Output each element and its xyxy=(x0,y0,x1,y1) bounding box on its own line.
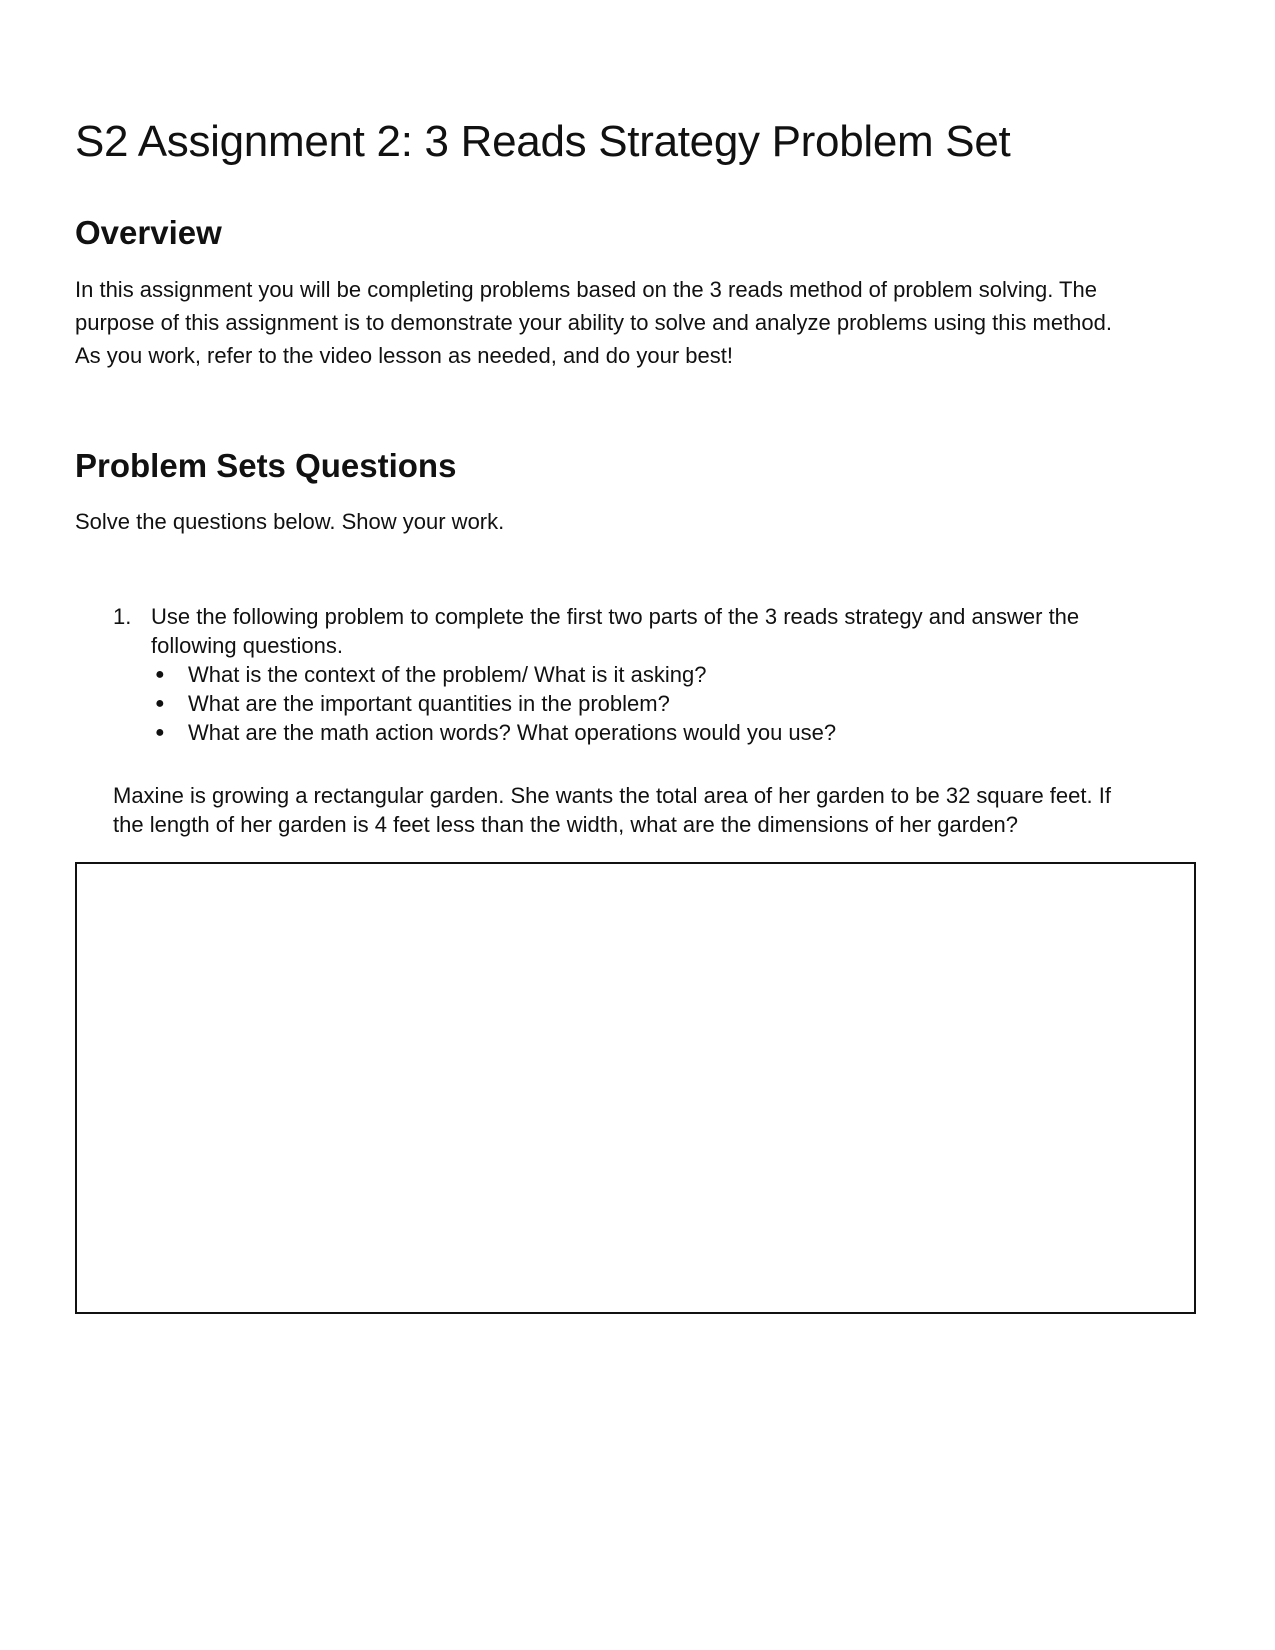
overview-paragraph xyxy=(75,273,1112,372)
list-item xyxy=(151,660,836,689)
answer-box[interactable] xyxy=(75,862,1196,1314)
bullet-text: What are the math action words? What operations would you use? xyxy=(188,720,837,745)
instructions-text xyxy=(75,505,504,538)
problem-sets-heading: Problem Sets Questions xyxy=(75,447,457,484)
overview-line: As you work, refer to the video lesson as needed, and do your best! xyxy=(75,343,733,368)
bullet-text: What is the context of the problem/ What is it asking? xyxy=(188,662,707,687)
overview-heading: Overview xyxy=(75,214,222,251)
list-item xyxy=(151,689,836,718)
page-title: S2 Assignment 2: 3 Reads Strategy Problem Set xyxy=(75,117,1011,166)
bullet-text: What are the important quantities in the problem? xyxy=(188,691,670,716)
question-number: 1. xyxy=(113,604,132,629)
word-problem-line: Maxine is growing a rectangular garden. She wants the total area of her garden to be 32 square feet. If xyxy=(113,783,1111,808)
question-bullet-list xyxy=(151,660,836,747)
instructions-line: Solve the questions below. Show your work. xyxy=(75,509,505,534)
bullet-icon: ● xyxy=(155,724,165,741)
question-prompt-line: Use the following problem to complete the first two parts of the 3 reads strategy and answer the xyxy=(151,604,1080,629)
bullet-icon: ● xyxy=(155,695,165,712)
question-prompt xyxy=(151,602,1191,660)
overview-line: purpose of this assignment is to demonstrate your ability to solve and analyze problems using this method. xyxy=(75,310,1112,335)
word-problem-line: the length of her garden is 4 feet less than the width, what are the dimensions of her garden? xyxy=(113,812,1019,837)
bullet-icon: ● xyxy=(155,666,165,683)
overview-line: In this assignment you will be completing problems based on the 3 reads method of problem solving. The xyxy=(75,277,1097,302)
list-item xyxy=(151,718,836,747)
question-prompt-line: following questions. xyxy=(151,633,344,658)
word-problem xyxy=(113,781,1153,839)
